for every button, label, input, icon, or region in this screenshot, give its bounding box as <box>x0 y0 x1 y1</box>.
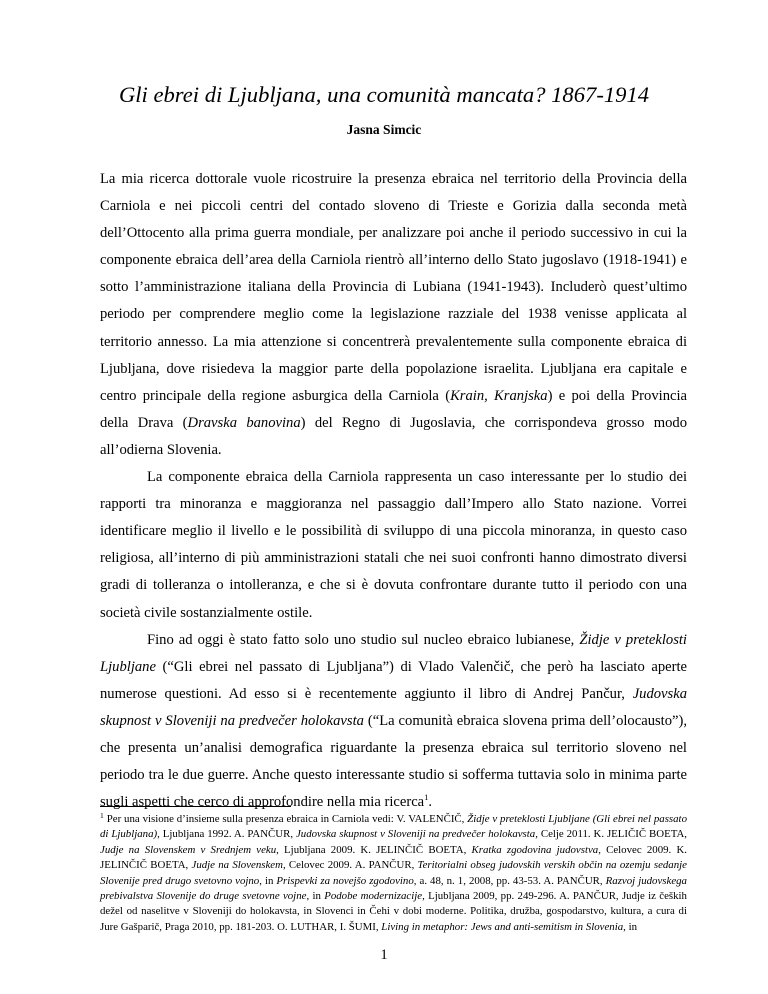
body-text <box>100 166 687 817</box>
text-run: ) e poi della Provincia della Drava ( <box>100 387 687 431</box>
italic-text: Living in metaphor: Jews and anti-semitism in Slovenia <box>381 920 624 933</box>
paragraph <box>100 166 687 464</box>
text-run: , in <box>623 920 638 933</box>
italic-text: Kratka zgodovina judovstva <box>471 843 599 856</box>
paragraph <box>100 627 687 818</box>
paper-title: Gli ebrei di Ljubljana, una comunità mancata? 1867-1914 <box>118 82 650 107</box>
text-run: , Celje 2011. K. JELIČIČ BOETA, <box>535 828 688 841</box>
italic-text: Judovska skupnost v Sloveniji na predvečer holokavsta <box>295 828 536 841</box>
text-run: La mia ricerca dottorale vuole ricostruire la presenza ebraica nel territorio della Provincia della Carniola e nei piccoli centri del contado sloveno di Trieste e Gorizia dalla seconda metà dell’Ottocento alla prima guerra mondiale, per analizzare poi anche il periodo successivo in cui la componente ebraica dell’area della Carniola rientrò all’interno dello Stato jugoslavo (1918-1941) e sotto l’amministrazione italiana della Provincia di Lubiana (1941-1943). Includerò quest’ultimo periodo per comprendere meglio come la legislazione razziale del 1938 venisse applicata al territorio annesso. La mia attenzione si concentrerà prevalentemente sulla componente ebraica di Ljubljana, dove risiedeva la maggior parte della popolazione israelita. Ljubljana era capitale e centro principale della regione asburgica della Carniola ( <box>100 171 687 404</box>
footnote-divider <box>100 806 291 807</box>
text-run: Fino ad oggi è stato fatto solo uno studio sul nucleo ebraico lubianese, <box>147 631 580 648</box>
text-run: , in <box>259 874 277 887</box>
italic-text: Podobe modernizacije <box>324 890 423 903</box>
page-number: 1 <box>380 947 388 963</box>
italic-text: Teritorialni obseg judovskih verskih občin na ozemju sedanje Slovenije pred drugo svetovno vojno <box>100 859 687 887</box>
footnote <box>100 812 687 935</box>
italic-text: Židje v preteklosti Ljubljane <box>100 631 687 675</box>
text-run: , Ljubljana 2009, pp. 249-296. A. PANČUR, Judje iz čeških dežel od naselitve v Sloveniji do holokavsta, in Slovenci in Čehi v dobi moderne. Politika, družba, gospodarstvo, kultura, a cura di Jure Gašparič, Praga 2010, pp. 181-203. O. LUTHAR, I. ŠUMI, <box>100 890 687 933</box>
italic-text: Dravska banovina <box>187 414 301 431</box>
text-run: Per una visione d’insieme sulla presenza ebraica in Carniola vedi: V. VALENČIČ, <box>106 813 468 825</box>
text-run: , Ljubljana 2009. K. JELINČIČ BOETA, <box>276 843 472 856</box>
text-run: ) del Regno di Jugoslavia, che corrispondeva grosso modo all’odierna Slovenia. <box>100 414 688 458</box>
footnote-reference: 1 <box>424 792 429 803</box>
footnote-number: 1 <box>100 811 104 820</box>
italic-text: Judje na Slovenskem <box>191 859 283 872</box>
italic-text: Krain, Kranjska <box>450 387 548 404</box>
italic-text: Židje v preteklosti Ljubljane (Gli ebrei nel passato di Ljubljana) <box>100 813 687 841</box>
text-run: , in <box>306 890 325 903</box>
italic-text: Judje na Slovenskem v Srednjem veku <box>100 843 277 856</box>
paragraph <box>100 464 687 627</box>
text-run: , Celovec 2009. K. JELINČIČ BOETA, <box>100 843 687 872</box>
italic-text: Razvoj judovskega prebivalstva Slovenije do druge svetovne vojne <box>100 874 687 903</box>
text-run: (“Gli ebrei nel passato di Ljubljana”) di Vlado Valenčič, che però ha lasciato aperte numerose questioni. Ad esso si è recentemente aggiunto il libro di Andrej Pančur, <box>100 658 687 702</box>
text-run: (“La comunità ebraica slovena prima dell’olocausto”), che presenta un’analisi demografica riguardante la presenza ebraica sul territorio sloveno nel periodo tra le due guerre. Anche questo interessante studio si sofferma tuttavia solo in minima parte sugli aspetti che cerco di approfondire nella mia ricerca <box>100 712 688 811</box>
italic-text: Judovska skupnost v Sloveniji na predvečer holokavsta <box>100 685 687 729</box>
text-run: La componente ebraica della Carniola rappresenta un caso interessante per lo studio dei rapporti tra minoranza e maggioranza nel passaggio dall’Impero allo Stato nazione. Vorrei identificare meglio il livello e le possibilità di sviluppo di una piccola minoranza, in questo caso religiosa, all’interno di più amministrazioni statali che nei suoi confronti hanno dimostrato diversi gradi di tolleranza o intolleranza, e che si è dovuta confrontare durante tutto il periodo con una società civile sostanzialmente ostile. <box>100 469 687 621</box>
author-name: Jasna Simcic <box>346 122 422 137</box>
text-run: . <box>428 794 433 811</box>
text-run: , Celovec 2009. A. PANČUR, <box>282 859 418 872</box>
italic-text: Prispevki za novejšo zgodovino <box>276 874 414 887</box>
text-run: , Ljubljana 1992. A. PANČUR, <box>157 828 296 841</box>
text-run: , a. 48, n. 1, 2008, pp. 43-53. A. PANČUR, <box>413 874 606 887</box>
